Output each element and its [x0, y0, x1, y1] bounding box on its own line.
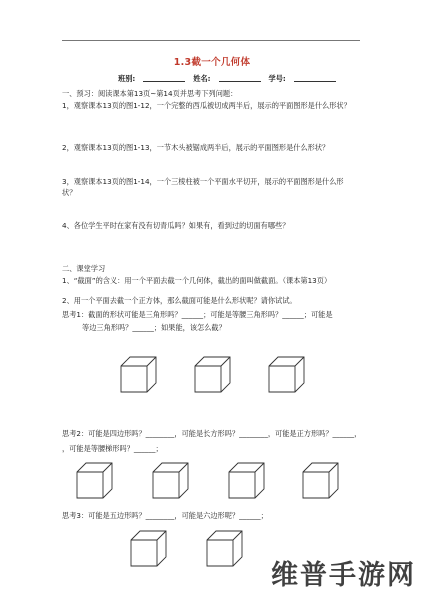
think-2-line-1: 思考2：可能是四边形吗？________，可能是长方形吗？________，可能是正方形吗？______， [62, 429, 362, 438]
cube-figure [302, 462, 340, 500]
classwork-item-2: 2、用一个平面去截一个正方体，那么截面可能是什么形状呢？请你试试。 [62, 296, 297, 305]
student-info-row [118, 74, 336, 84]
name-label: 姓名: [193, 74, 211, 83]
header-rule [62, 40, 360, 41]
preview-question-3-cont: 状？ [62, 188, 77, 197]
name-blank[interactable] [219, 74, 261, 82]
cube-figure [120, 356, 158, 394]
cube-figure [228, 462, 266, 500]
think-1-line-1: 思考1：截面的形状可能是三角形吗？______；可能是等腰三角形吗？______；可能是 [62, 310, 333, 319]
cube-figure [194, 356, 232, 394]
preview-question-1: 1，观察课本13页的图1-12，一个完整的西瓜被切成两半后，展示的平面图形是什么形状？ [62, 101, 351, 110]
preview-question-2: 2，观察课本13页的图1-13，一节木头被锯成两半后，展示的平面图形是什么形状？ [62, 143, 330, 152]
watermark: 维普手游网 [271, 560, 416, 591]
cube-figure [152, 462, 190, 500]
classwork-item-1: 1、“截面”的含义：用一个平面去截一个几何体，截出的面叫做截面。（课本第13页） [62, 276, 332, 285]
think-1-line-2: 等边三角形吗？______；如果能，该怎么截？ [82, 323, 226, 332]
preview-heading: 一、预习：阅读课本第13页~第14页并思考下列问题： [62, 89, 238, 98]
class-blank[interactable] [143, 74, 185, 82]
think-2-line-2: ，可能是等腰梯形吗？______； [62, 444, 163, 453]
cube-figure [206, 530, 244, 568]
number-label: 学号: [268, 74, 286, 83]
cube-figure [130, 530, 168, 568]
preview-question-4: 4、各位学生平时在家有没有切青瓜吗？如果有，看到过的切面有哪些？ [62, 221, 290, 230]
class-label: 班别: [118, 74, 136, 83]
classwork-heading: 二、课堂学习 [62, 264, 106, 273]
preview-question-3: 3，观察课本13页的图1-14，一个三棱柱被一个平面水平切开，展示的平面图形是什么形 [62, 177, 344, 186]
page-title: 1.3截一个几何体 [173, 57, 251, 68]
number-blank[interactable] [294, 74, 336, 82]
think-3-line: 思考3：可能是五边形吗？________，可能是六边形呢？______； [62, 511, 268, 520]
cube-figure [268, 356, 306, 394]
cube-figure [76, 462, 114, 500]
